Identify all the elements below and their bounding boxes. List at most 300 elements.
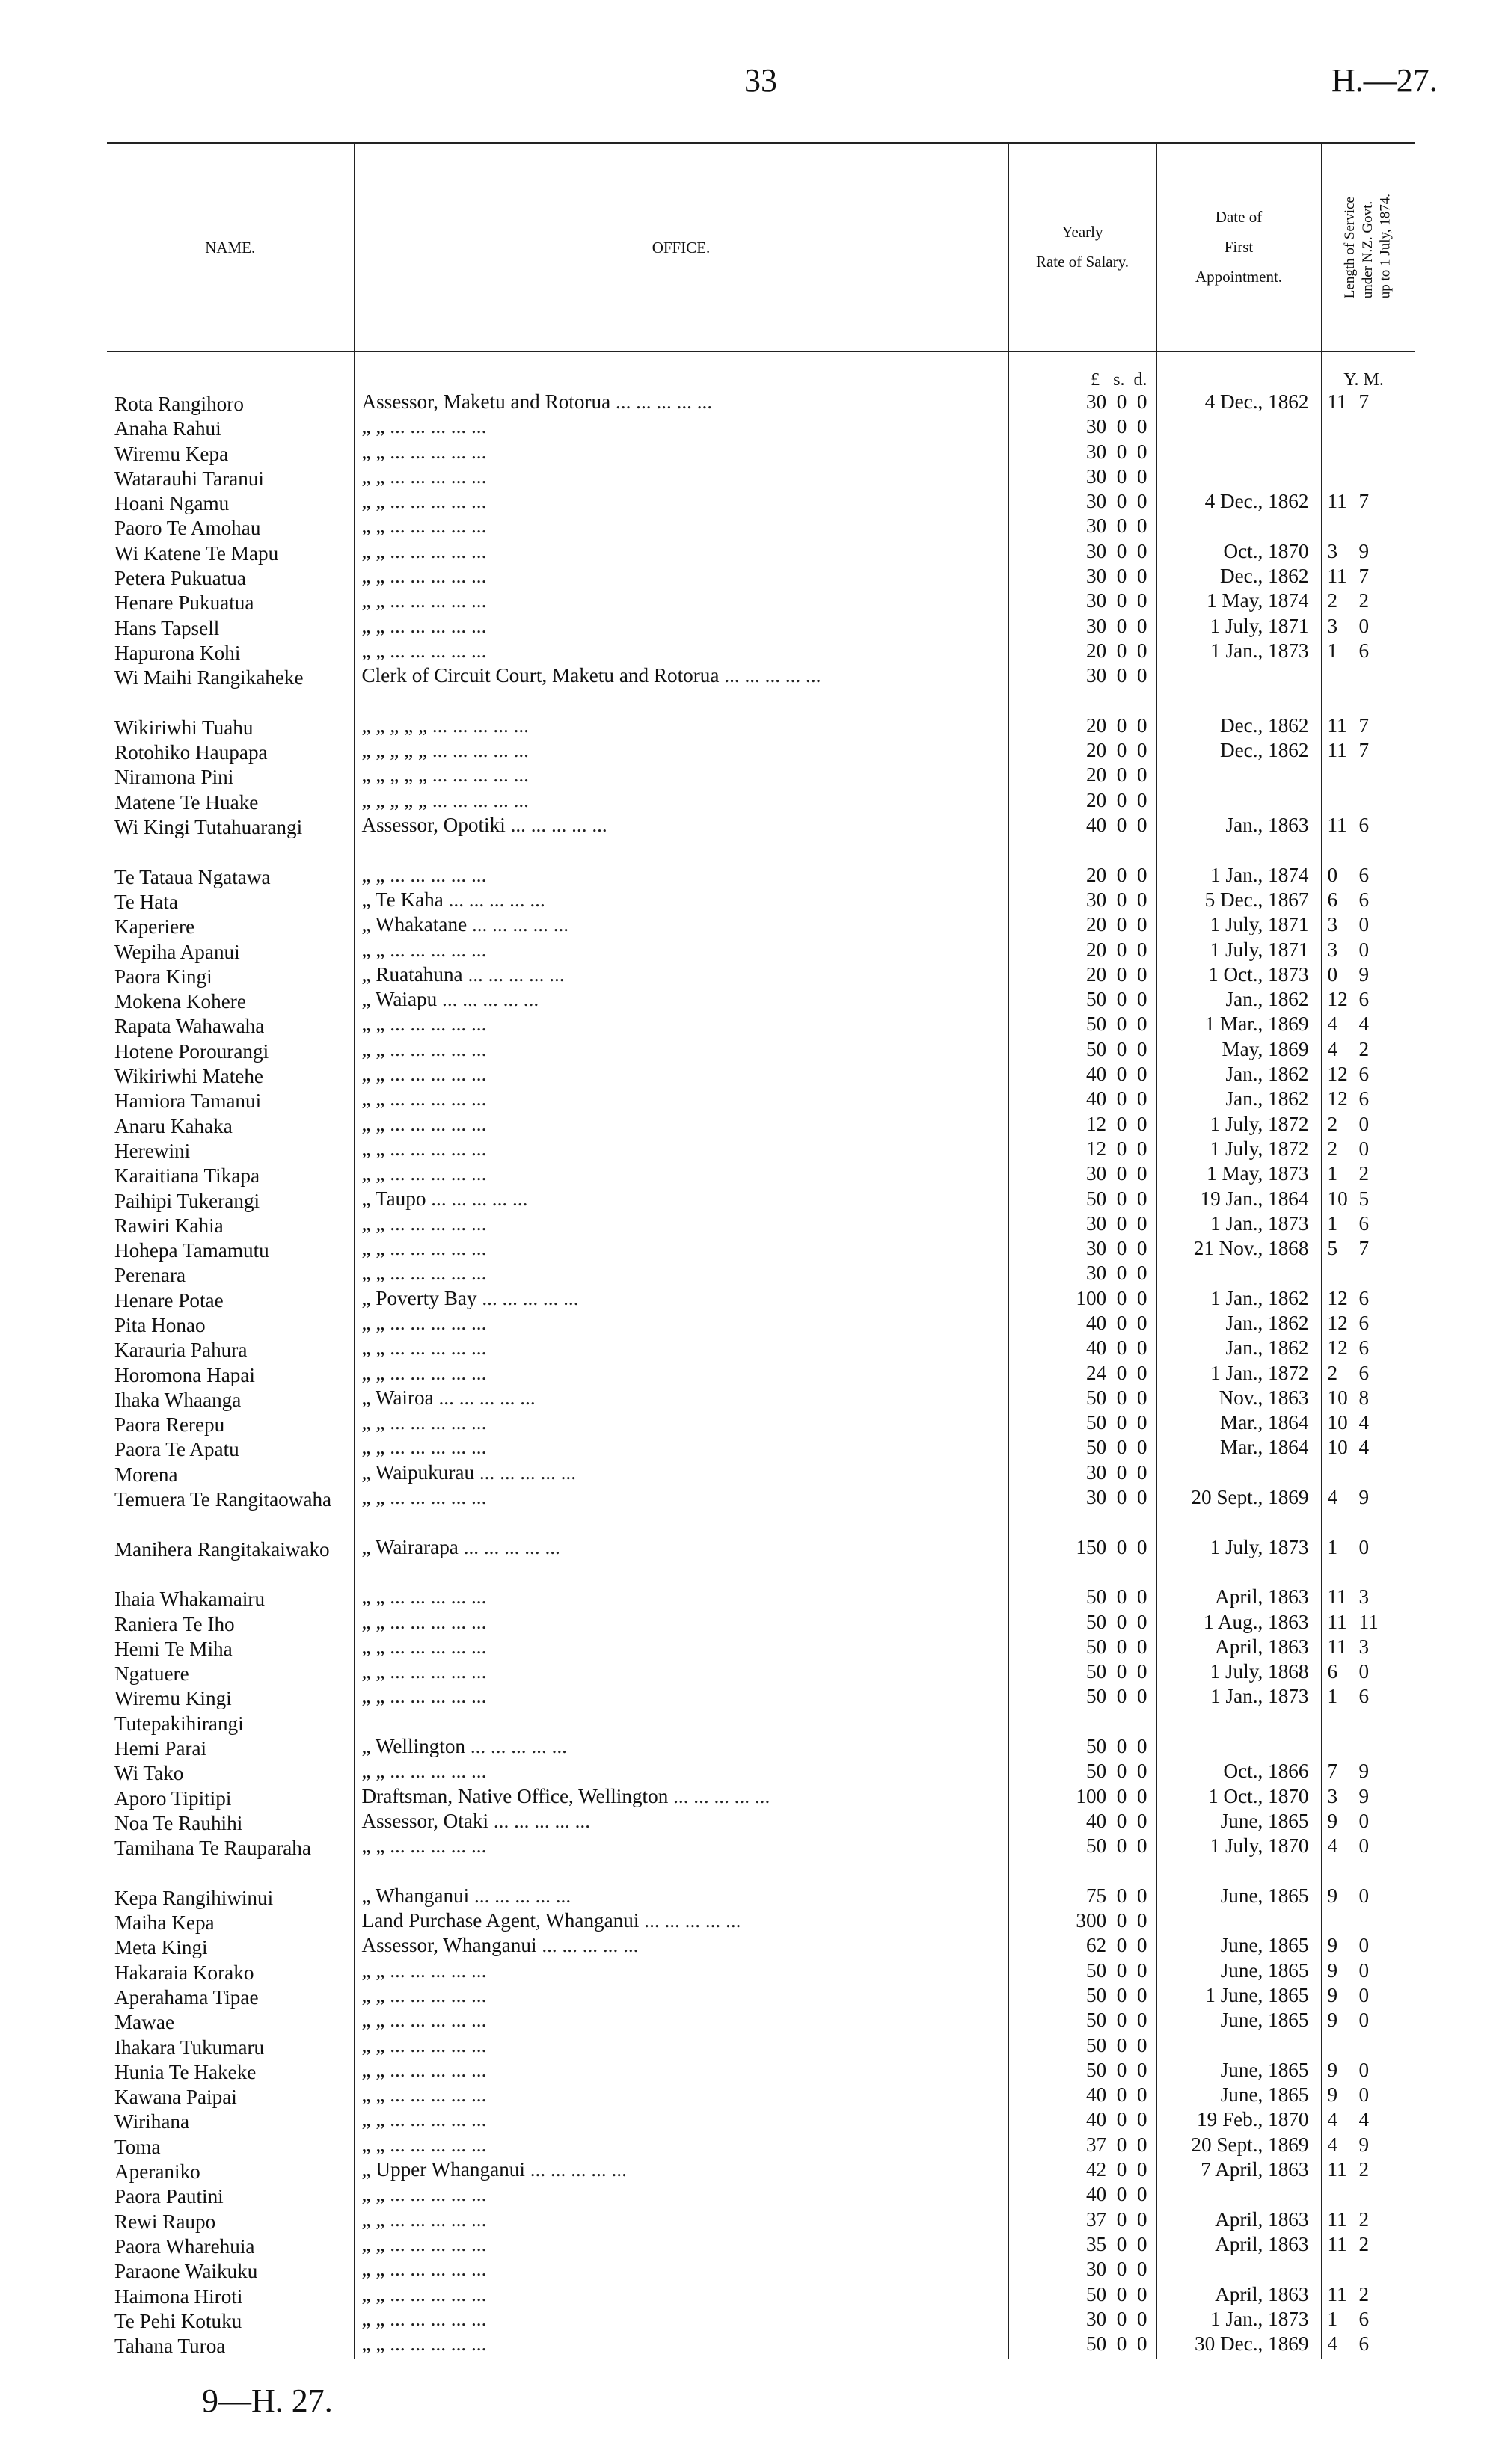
table-row — [107, 1463, 1415, 1487]
salary-value: 20 0 0 — [1085, 939, 1147, 961]
leader-dots: ... ... ... ... ... — [384, 2184, 487, 2206]
office-text: „ „ — [361, 566, 385, 588]
appointment-date: April, 1863 — [1215, 2234, 1309, 2255]
leader-dots: ... ... ... ... ... — [384, 491, 487, 513]
service-years: 6 — [1327, 889, 1338, 911]
row-date-cell — [1156, 666, 1321, 716]
person-name: Rewi Raupo — [114, 2210, 216, 2233]
table-row — [107, 1039, 1415, 1064]
person-name: Hunia Te Hakeke — [114, 2060, 257, 2083]
office-text: „ „ — [361, 2209, 385, 2231]
row-name-cell — [107, 1214, 354, 1238]
row-name-cell — [107, 1736, 354, 1761]
salary-value: 30 0 0 — [1085, 591, 1147, 612]
row-date-cell — [1156, 1587, 1321, 1612]
appointment-date: June, 1865 — [1220, 1935, 1309, 1957]
office-text: „ „ — [361, 1437, 385, 1459]
row-date-cell — [1156, 1388, 1321, 1413]
appointment-date: June, 1865 — [1220, 2059, 1309, 2081]
row-salary-cell — [1008, 1587, 1156, 1612]
service-years: 9 — [1327, 1885, 1338, 1907]
row-service-cell — [1321, 1238, 1415, 1263]
appointment-date: Dec., 1862 — [1219, 715, 1309, 737]
row-service-cell — [1321, 815, 1415, 865]
service-years: 3 — [1327, 939, 1338, 961]
service-years: 3 — [1327, 1786, 1338, 1807]
service-years: 11 — [1327, 566, 1347, 588]
appointment-date: Jan., 1862 — [1225, 1338, 1309, 1359]
table-row — [107, 1487, 1415, 1537]
row-service-cell — [1321, 890, 1415, 915]
office-text: „ Waipukurau — [361, 1462, 475, 1484]
leader-dots: ... ... ... ... ... — [384, 615, 487, 637]
office-text: „ „ — [361, 1014, 385, 1036]
table-row — [107, 940, 1415, 965]
service-months: 2 — [1358, 2160, 1370, 2181]
row-date-cell — [1156, 2259, 1321, 2284]
row-service-cell — [1321, 1935, 1415, 1960]
salary-value: 30 0 0 — [1085, 1263, 1147, 1285]
table-row — [107, 2110, 1415, 2134]
row-name-cell — [107, 1313, 354, 1338]
row-date-cell — [1156, 1736, 1321, 1761]
appointment-date: April, 1863 — [1215, 1636, 1309, 1658]
appointment-date: 1 Jan., 1872 — [1210, 1362, 1309, 1384]
row-office-cell — [354, 1039, 1008, 1064]
row-date-cell — [1156, 2110, 1321, 2134]
person-name: Hakaraia Korako — [114, 1961, 254, 1984]
salary-value: 20 0 0 — [1085, 864, 1147, 886]
row-name-cell — [107, 442, 354, 467]
office-text: „ „ „ „ „ — [361, 790, 428, 811]
row-date-cell — [1156, 1313, 1321, 1338]
row-office-cell — [354, 1139, 1008, 1164]
row-office-cell — [354, 740, 1008, 765]
row-date-cell — [1156, 1662, 1321, 1686]
row-name-cell — [107, 815, 354, 865]
row-name-cell — [107, 1761, 354, 1786]
row-office-cell — [354, 2234, 1008, 2259]
row-name-cell — [107, 566, 354, 591]
table-row — [107, 2309, 1415, 2334]
row-name-cell — [107, 1189, 354, 1214]
office-text: „ Te Kaha — [361, 889, 444, 911]
row-service-cell — [1321, 2036, 1415, 2060]
person-name: Paora Rerepu — [114, 1413, 225, 1437]
row-date-cell — [1156, 491, 1321, 516]
row-service-cell — [1321, 2334, 1415, 2359]
service-months: 4 — [1358, 1437, 1370, 1459]
table-row — [107, 2234, 1415, 2259]
salary-header-line-2: Rate of Salary. — [1035, 253, 1129, 271]
leader-dots: ... ... ... ... ... — [384, 1338, 487, 1359]
row-service-cell — [1321, 1139, 1415, 1164]
row-service-cell — [1321, 2135, 1415, 2160]
salary-value: 30 0 0 — [1085, 1213, 1147, 1235]
row-salary-cell — [1008, 1114, 1156, 1139]
table-row — [107, 1911, 1415, 1935]
leader-dots: ... ... ... ... ... — [384, 516, 487, 538]
row-date-cell — [1156, 1089, 1321, 1113]
row-date-cell — [1156, 2309, 1321, 2334]
appointment-date: Mar., 1864 — [1219, 1437, 1309, 1459]
row-salary-cell — [1008, 417, 1156, 441]
salary-value: 40 0 0 — [1085, 1312, 1147, 1334]
table-row — [107, 2085, 1415, 2110]
row-name-cell — [107, 541, 354, 566]
row-salary-cell — [1008, 1786, 1156, 1811]
row-date-cell — [1156, 716, 1321, 740]
person-name: Wikiriwhi Matehe — [114, 1065, 263, 1088]
row-salary-cell — [1008, 1761, 1156, 1786]
service-months: 6 — [1358, 864, 1370, 886]
table-row — [107, 1587, 1415, 1612]
table-row — [107, 1961, 1415, 1985]
row-office-cell — [354, 2184, 1008, 2209]
table-row — [107, 616, 1415, 641]
row-name-cell — [107, 1139, 354, 1164]
leader-dots: ... ... ... ... ... — [384, 2059, 487, 2081]
office-text: „ „ — [361, 1164, 385, 1185]
page-footer: 9—H. 27. — [202, 2382, 333, 2419]
row-salary-cell — [1008, 790, 1156, 815]
table-row — [107, 865, 1415, 890]
person-name: Wepiha Apanui — [114, 940, 240, 963]
row-service-cell — [1321, 541, 1415, 566]
table-row — [107, 2259, 1415, 2284]
service-years: 4 — [1327, 1487, 1338, 1509]
table-row — [107, 1189, 1415, 1214]
row-name-cell — [107, 2184, 354, 2209]
row-service-cell — [1321, 1288, 1415, 1313]
row-office-cell — [354, 417, 1008, 441]
salary-value: 50 0 0 — [1085, 1587, 1147, 1609]
row-name-cell — [107, 1089, 354, 1113]
row-office-cell — [354, 2010, 1008, 2035]
row-service-cell — [1321, 2060, 1415, 2085]
row-service-cell — [1321, 1263, 1415, 1288]
row-name-cell — [107, 1114, 354, 1139]
table-row — [107, 765, 1415, 790]
person-name: Aperahama Tipae — [114, 1986, 259, 2009]
pence-unit: d. — [1133, 370, 1147, 390]
row-salary-cell — [1008, 2184, 1156, 2209]
office-column-header — [354, 143, 1008, 352]
row-name-cell — [107, 740, 354, 765]
salary-value: 30 0 0 — [1085, 516, 1147, 538]
row-office-cell — [354, 1413, 1008, 1437]
salary-value: 12 0 0 — [1085, 1138, 1147, 1160]
service-header-line-3: up to 1 July, 1874. — [1377, 193, 1394, 299]
salary-value: 30 0 0 — [1085, 1462, 1147, 1484]
leader-dots: ... ... ... ... ... — [384, 1413, 487, 1434]
salary-header-line-1: Yearly — [1061, 223, 1103, 242]
row-salary-cell — [1008, 666, 1156, 716]
table-row — [107, 1736, 1415, 1761]
table-row — [107, 392, 1415, 417]
person-name: Paraone Waikuku — [114, 2260, 258, 2283]
office-text: „ „ — [361, 417, 385, 438]
salary-value: 50 0 0 — [1085, 1761, 1147, 1783]
service-months: 2 — [1358, 591, 1370, 612]
office-text: „ „ — [361, 1413, 385, 1434]
name-header-label: NAME. — [205, 238, 256, 256]
row-office-cell — [354, 467, 1008, 491]
service-years: 4 — [1327, 2110, 1338, 2131]
row-service-cell — [1321, 1911, 1415, 1935]
service-months: 0 — [1358, 615, 1370, 637]
leader-dots: ... ... ... ... ... — [427, 715, 529, 737]
salary-value: 30 0 0 — [1085, 566, 1147, 588]
table-row — [107, 2160, 1415, 2184]
row-service-cell — [1321, 989, 1415, 1014]
service-months: 6 — [1358, 1064, 1370, 1086]
table-row — [107, 1985, 1415, 2010]
salary-units — [1008, 352, 1156, 393]
row-office-cell — [354, 2210, 1008, 2234]
row-salary-cell — [1008, 1139, 1156, 1164]
office-text: „ Poverty Bay — [361, 1288, 477, 1309]
row-salary-cell — [1008, 2110, 1156, 2134]
office-text: „ „ — [361, 2010, 385, 2032]
row-office-cell — [354, 1064, 1008, 1089]
row-name-cell — [107, 1338, 354, 1362]
row-name-cell — [107, 940, 354, 965]
salary-value: 50 0 0 — [1085, 1662, 1147, 1683]
service-months: 0 — [1358, 1985, 1370, 2006]
row-name-cell — [107, 2309, 354, 2334]
service-months: 6 — [1358, 2308, 1370, 2330]
appointment-date: 1 July, 1871 — [1210, 615, 1309, 637]
office-text: „ „ — [361, 516, 385, 538]
service-months: 0 — [1358, 1935, 1370, 1957]
leader-dots: ... ... ... ... ... — [384, 864, 487, 886]
service-years: 9 — [1327, 1985, 1338, 2006]
leader-dots: ... ... ... ... ... — [384, 1263, 487, 1285]
appointment-date: 1 July, 1868 — [1210, 1662, 1309, 1683]
salary-value: 20 0 0 — [1085, 964, 1147, 986]
service-years: 7 — [1327, 1761, 1338, 1783]
leader-dots: ... ... ... ... ... — [384, 1587, 487, 1609]
leader-dots: ... ... ... ... ... — [384, 566, 487, 588]
leader-dots: ... ... ... ... ... — [384, 1686, 487, 1708]
appointment-date: June, 1865 — [1220, 1810, 1309, 1832]
leader-dots: ... ... ... ... ... — [384, 1437, 487, 1459]
row-name-cell — [107, 2060, 354, 2085]
person-name: Paora Wharehuia — [114, 2234, 255, 2258]
table-row — [107, 1288, 1415, 1313]
leader-dots: ... ... ... ... ... — [384, 2110, 487, 2131]
service-years: 11 — [1327, 815, 1347, 837]
row-office-cell — [354, 2060, 1008, 2085]
table-row — [107, 516, 1415, 541]
leader-dots: ... ... ... ... ... — [384, 2085, 487, 2107]
office-text: „ „ „ „ „ — [361, 765, 428, 787]
row-name-cell — [107, 417, 354, 441]
service-column-header — [1321, 143, 1415, 352]
service-years: 11 — [1327, 2160, 1347, 2181]
person-name: Kepa Rangihiwinui — [114, 1886, 274, 1909]
office-text: „ „ — [361, 1338, 385, 1359]
salary-value: 100 0 0 — [1076, 1786, 1147, 1807]
row-office-cell — [354, 1338, 1008, 1362]
appointment-date: 1 July, 1872 — [1210, 1113, 1309, 1135]
row-service-cell — [1321, 2110, 1415, 2134]
row-office-cell — [354, 1911, 1008, 1935]
row-name-cell — [107, 2135, 354, 2160]
person-name: Mawae — [114, 2011, 175, 2034]
person-name: Paora Te Apatu — [114, 1438, 239, 1461]
service-years: 3 — [1327, 615, 1338, 637]
person-name: Henare Pukuatua — [114, 592, 254, 615]
salary-value: 40 0 0 — [1085, 1810, 1147, 1832]
person-name: Noa Te Rauhihi — [114, 1811, 243, 1834]
service-years: 10 — [1327, 1188, 1348, 1210]
row-name-cell — [107, 2210, 354, 2234]
table-row — [107, 1089, 1415, 1113]
office-text: Draftsman, Native Office, Wellington — [361, 1786, 669, 1807]
row-salary-cell — [1008, 940, 1156, 965]
service-months: 5 — [1358, 1188, 1370, 1210]
date-header-line-3: Appointment. — [1195, 267, 1283, 286]
salary-value: 30 0 0 — [1085, 2308, 1147, 2330]
row-office-cell — [354, 616, 1008, 641]
row-service-cell — [1321, 1089, 1415, 1113]
table-row — [107, 2036, 1415, 2060]
service-months: 9 — [1358, 1786, 1370, 1807]
row-name-cell — [107, 1811, 354, 1836]
person-name: Haimona Hiroti — [114, 2285, 243, 2308]
row-service-cell — [1321, 1637, 1415, 1662]
service-years: 10 — [1327, 1387, 1348, 1409]
salary-value: 62 0 0 — [1085, 1935, 1147, 1957]
person-name: Hemi Te Miha — [114, 1637, 233, 1660]
person-name: Karaitiana Tikapa — [114, 1164, 260, 1188]
salary-value: 50 0 0 — [1085, 1387, 1147, 1409]
row-name-cell — [107, 1263, 354, 1288]
row-name-cell — [107, 2285, 354, 2309]
appointment-date: 1 July, 1872 — [1210, 1138, 1309, 1160]
person-name: Petera Pukuatua — [114, 567, 246, 590]
service-years: 2 — [1327, 1362, 1338, 1384]
service-years: 1 — [1327, 1537, 1338, 1558]
row-salary-cell — [1008, 1437, 1156, 1462]
salary-value: 50 0 0 — [1085, 1413, 1147, 1434]
service-months: 2 — [1358, 2209, 1370, 2231]
office-text: „ „ — [361, 1138, 385, 1160]
date-column-header — [1156, 143, 1321, 352]
row-salary-cell — [1008, 2309, 1156, 2334]
row-service-cell — [1321, 765, 1415, 790]
document-reference: H.—27. — [1331, 62, 1438, 99]
row-service-cell — [1321, 2234, 1415, 2259]
row-name-cell — [107, 1388, 354, 1413]
row-office-cell — [354, 1437, 1008, 1462]
appointment-date: Jan., 1862 — [1225, 989, 1309, 1011]
office-text: „ „ — [361, 1960, 385, 1982]
row-salary-cell — [1008, 2085, 1156, 2110]
service-months: 6 — [1358, 1338, 1370, 1359]
row-name-cell — [107, 1164, 354, 1188]
office-text: „ „ — [361, 2134, 385, 2156]
service-years: 9 — [1327, 1960, 1338, 1982]
appointment-date: 1 May, 1874 — [1207, 591, 1309, 612]
row-name-cell — [107, 2036, 354, 2060]
appointment-date: 19 Jan., 1864 — [1200, 1188, 1309, 1210]
row-service-cell — [1321, 641, 1415, 666]
row-date-cell — [1156, 2036, 1321, 2060]
row-office-cell — [354, 2259, 1008, 2284]
office-text: „ „ — [361, 2110, 385, 2131]
office-text: „ „ — [361, 1039, 385, 1060]
appointment-date: 30 Dec., 1869 — [1194, 2334, 1309, 2356]
service-header-line-2: under N.Z. Govt. — [1359, 200, 1376, 299]
row-salary-cell — [1008, 1961, 1156, 1985]
person-name: Rawiri Kahia — [114, 1214, 224, 1237]
row-salary-cell — [1008, 1039, 1156, 1064]
row-name-cell — [107, 2160, 354, 2184]
table-row — [107, 989, 1415, 1014]
row-office-cell — [354, 2036, 1008, 2060]
office-text: „ „ — [361, 615, 385, 637]
row-service-cell — [1321, 1114, 1415, 1139]
row-office-cell — [354, 1637, 1008, 1662]
row-office-cell — [354, 1238, 1008, 1263]
leader-dots: ... ... ... ... ... — [384, 2209, 487, 2231]
leader-dots: ... ... ... ... ... — [427, 790, 529, 811]
person-name: Wikiriwhi Tuahu — [114, 716, 254, 739]
office-text: „ Waiapu — [361, 989, 438, 1011]
row-salary-cell — [1008, 1662, 1156, 1686]
row-salary-cell — [1008, 1014, 1156, 1039]
service-years: 12 — [1327, 1288, 1348, 1309]
salary-value: 30 0 0 — [1085, 417, 1147, 438]
row-service-cell — [1321, 2210, 1415, 2234]
office-text: „ „ — [361, 2334, 385, 2356]
table-row — [107, 1114, 1415, 1139]
salary-value: 30 0 0 — [1085, 615, 1147, 637]
row-name-cell — [107, 890, 354, 915]
row-service-cell — [1321, 2085, 1415, 2110]
row-salary-cell — [1008, 566, 1156, 591]
appointment-date: Jan., 1862 — [1225, 1089, 1309, 1110]
row-office-cell — [354, 2085, 1008, 2110]
table-row — [107, 2184, 1415, 2209]
row-name-cell — [107, 1014, 354, 1039]
appointment-date: 1 May, 1873 — [1207, 1164, 1309, 1185]
row-date-cell — [1156, 1114, 1321, 1139]
salary-value: 30 0 0 — [1085, 666, 1147, 687]
row-date-cell — [1156, 1338, 1321, 1362]
salary-value: 40 0 0 — [1085, 1338, 1147, 1359]
person-name: Wi Katene Te Mapu — [114, 541, 279, 565]
person-name: Wiremu Kingi Tutepakihirangi — [114, 1687, 244, 1735]
row-service-cell — [1321, 1039, 1415, 1064]
service-months: 11 — [1358, 1612, 1379, 1633]
row-office-cell — [354, 541, 1008, 566]
service-years: 4 — [1327, 1039, 1338, 1060]
salary-value: 50 0 0 — [1085, 1437, 1147, 1459]
name-column-header — [107, 143, 354, 352]
office-text: „ „ — [361, 1985, 385, 2006]
service-years: 12 — [1327, 1064, 1348, 1086]
office-text: „ „ — [361, 1362, 385, 1384]
row-date-cell — [1156, 2160, 1321, 2184]
row-name-cell — [107, 1662, 354, 1686]
row-office-cell — [354, 989, 1008, 1014]
row-date-cell — [1156, 2334, 1321, 2359]
row-name-cell — [107, 1911, 354, 1935]
